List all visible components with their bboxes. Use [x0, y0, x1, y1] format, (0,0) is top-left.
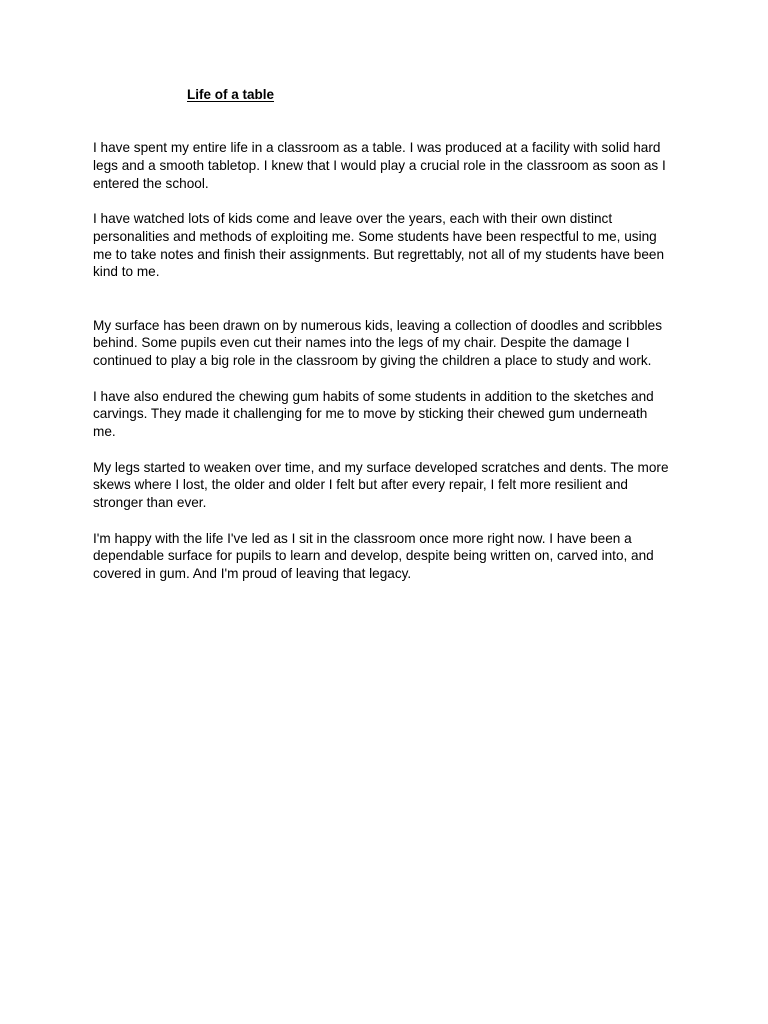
paragraph-1: I have spent my entire life in a classroom as a table. I was produced at a facility with solid hard legs and a smooth tabletop. I knew that I would play a crucial role in the classroom as soon as I entered the school. [93, 140, 666, 191]
paragraph-2: I have watched lots of kids come and leave over the years, each with their own distinct personalities and methods of exploiting me. Some students have been respectful to me, using me to take notes and finish their assignments. But regrettably, not all of my students have been kind to me. [93, 210, 665, 280]
paragraph-3: My surface has been drawn on by numerous kids, leaving a collection of doodles and scribbles behind. Some pupils even cut their names into the legs of my chair. Despite the damage I continued to play a big role in the classroom by giving the children a place to study and work. [93, 317, 662, 369]
paragraph-6: I'm happy with the life I've led as I sit in the classroom once more right now. I have been a dependable surface for pupils to learn and develop, despite being written on, carved into, and covered in gum. And I'm proud of leaving that legacy. [93, 530, 654, 582]
paragraph-5: My legs started to weaken over time, and my surface developed scratches and dents. The more skews where I lost, the older and older I felt but after every repair, I felt more resilient and stronger than ever. [93, 459, 669, 511]
document-title: Life of a table [187, 87, 275, 102]
document-body [93, 139, 673, 583]
paragraph-4: I have also endured the chewing gum habits of some students in addition to the sketches and carvings. They made it challenging for me to move by sticking their chewed gum underneath me. [93, 388, 654, 440]
